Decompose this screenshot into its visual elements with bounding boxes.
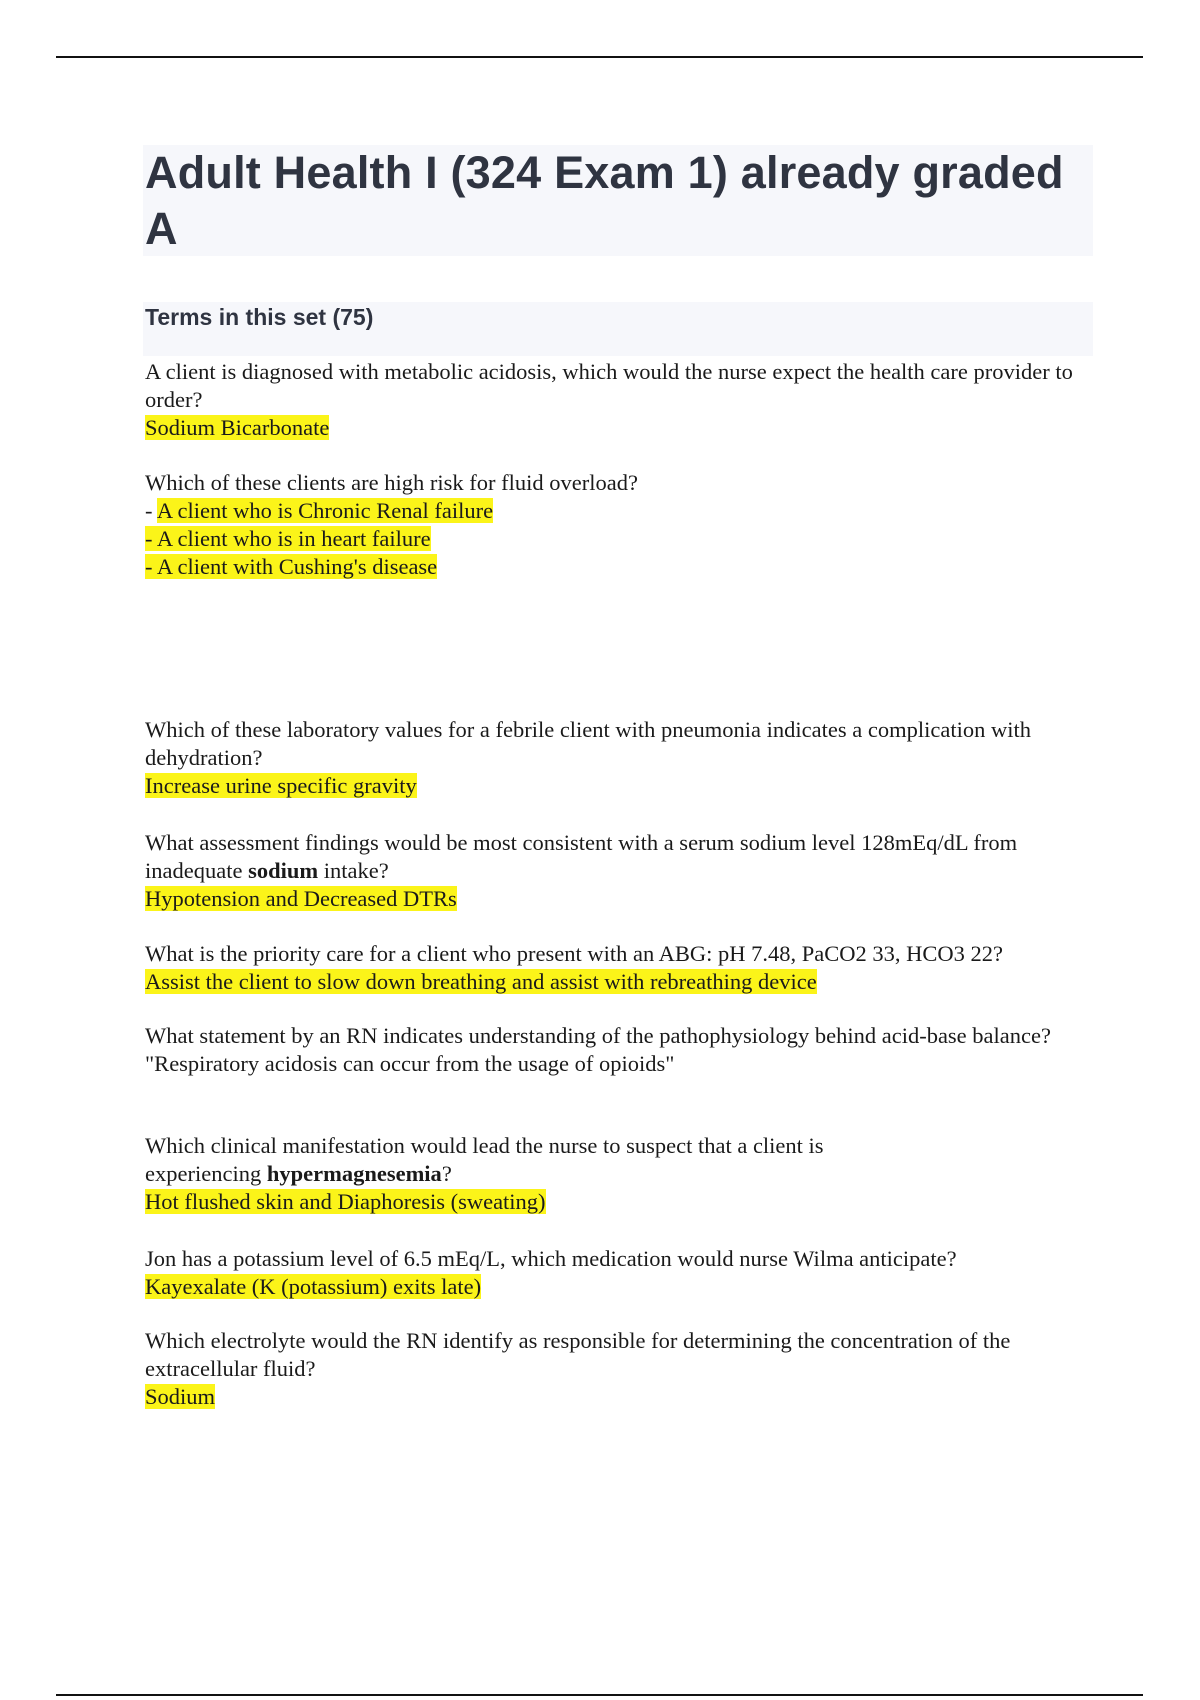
- flashcard: [145, 1327, 1095, 1411]
- card-question: What is the priority care for a client who present with an ABG: pH 7.48, PaCO2 33, HCO3 22?: [145, 941, 1003, 966]
- page-title: Adult Health I (324 Exam 1) already graded A: [145, 147, 1064, 254]
- card-answer: A client who is in heart failure: [156, 526, 431, 551]
- card-answer: Sodium: [145, 1384, 216, 1409]
- flashcard: Which of these clients are high risk for fluid overload? - A client who is Chronic Renal failure - A client who is in heart failure - A client with Cushing's disease: [145, 469, 1095, 581]
- card-answer: "Respiratory acidosis can occur from the usage of opioids": [145, 1051, 675, 1076]
- card-question: A client is diagnosed with metabolic acidosis, which would the nurse expect the health care provider to order?: [145, 359, 1073, 412]
- card-answer: Hot flushed skin and Diaphoresis (sweating): [145, 1189, 546, 1214]
- bottom-rule: [56, 1694, 1143, 1696]
- card-question: Which clinical manifestation would lead the nurse to suspect that a client is experiencing hypermagnesemia?: [145, 1133, 824, 1186]
- flashcard: [145, 940, 1095, 996]
- card-answer: Hypotension and Decreased DTRs: [145, 886, 457, 911]
- card-question: Which electrolyte would the RN identify as responsible for determining the concentration of the extracellular fluid?: [145, 1328, 1011, 1381]
- flashcard: [145, 1245, 1095, 1301]
- flashcard: [145, 716, 1095, 800]
- flashcard: [145, 358, 1095, 442]
- card-answer: Increase urine specific gravity: [145, 773, 417, 798]
- top-rule: [56, 56, 1143, 58]
- card-question-emphasis: sodium: [248, 858, 319, 883]
- card-question-emphasis: hypermagnesemia: [266, 1161, 442, 1186]
- terms-banner: [143, 302, 1093, 356]
- card-answer: Kayexalate (K (potassium) exits late): [145, 1274, 482, 1299]
- card-question: What statement by an RN indicates understanding of the pathophysiology behind acid-base balance?: [145, 1023, 1051, 1048]
- flashcard: [145, 829, 1095, 913]
- card-question: Which of these laboratory values for a febrile client with pneumonia indicates a complication with dehydration?: [145, 717, 1031, 770]
- card-answer: Assist the client to slow down breathing and assist with rebreathing device: [145, 969, 817, 994]
- card-question: What assessment findings would be most consistent with a serum sodium level 128mEq/dL from inadequate sodium intake?: [145, 830, 1018, 883]
- flashcard: [145, 1022, 1095, 1078]
- card-answer: A client who is Chronic Renal failure: [156, 498, 494, 523]
- terms-count-heading: Terms in this set (75): [145, 304, 374, 330]
- card-question: Jon has a potassium level of 6.5 mEq/L, which medication would nurse Wilma anticipate?: [145, 1246, 957, 1271]
- card-answer: A client with Cushing's disease: [156, 554, 438, 579]
- card-answer: Sodium Bicarbonate: [145, 415, 330, 440]
- card-question: Which of these clients are high risk for fluid overload?: [145, 470, 638, 495]
- title-banner: [143, 145, 1093, 256]
- flashcard: [145, 1132, 1095, 1216]
